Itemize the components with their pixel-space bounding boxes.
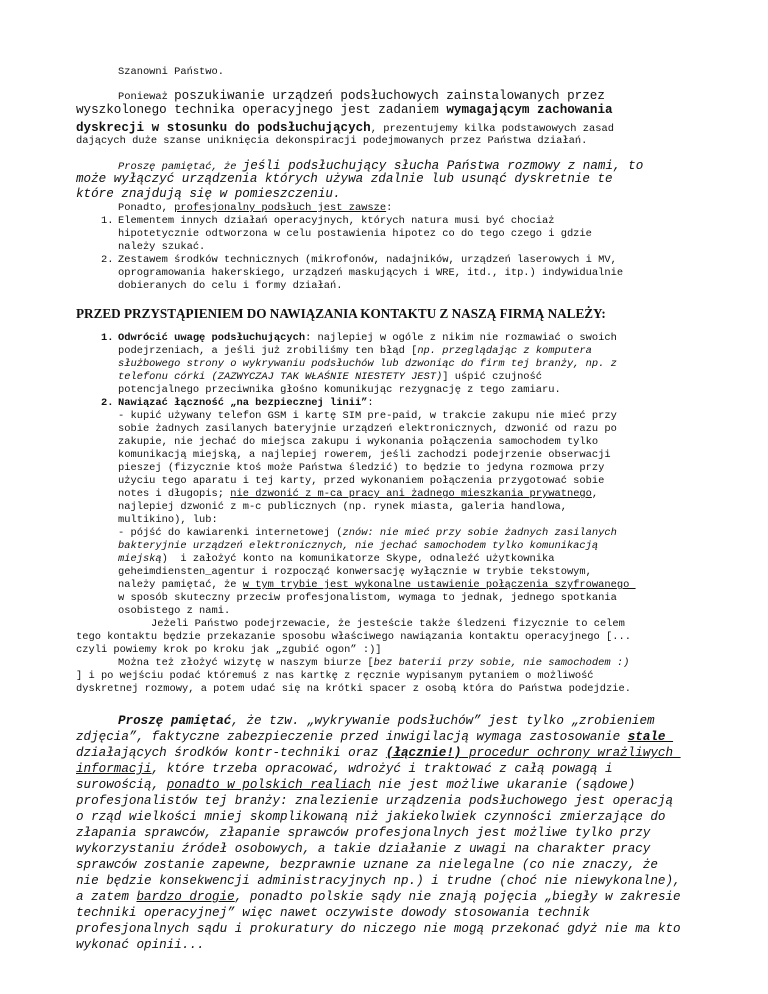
step-1-line-3: służbowego strony o wykrywaniu podsłuchów lub dzwoniąc do firm tej branży, np. z xyxy=(118,358,617,370)
step-1-line-2: podejrzeniach, a jeśli już zrobiliśmy ten błąd [np. przeglądając z komputera xyxy=(118,345,592,357)
step-2-line: notes i długopis; nie dzwonić z m-ca pracy ani żadnego mieszkania prywatnego, xyxy=(118,488,599,500)
closing-line: wykonać opinii... xyxy=(76,938,205,952)
list-item-line: hipotetycznie odtworzona w celu postawienia hipotez co do tego czego i gdzie xyxy=(118,228,592,240)
closing-line: sprawców zostanie zapewne, bezprawnie uznane za nielegalne (co nie znaczy, że xyxy=(76,858,658,872)
remember-line-2: może wyłączyć urządzenia których używa zdalnie lub usunąć dyskretnie te xyxy=(76,172,613,186)
closing-line: profesjonalistów tej branży: znalezienie urządzenia podsłuchowego jest operacją xyxy=(76,794,674,808)
closing-line: działających środków kontr-techniki oraz (łącznie!) procedur ochrony wrażliwych xyxy=(76,746,681,760)
closing-line: informacji, które trzeba opracować, wdrożyć i traktować z całą powagą i xyxy=(76,762,613,776)
list-number: 2. xyxy=(101,254,114,266)
intro-line-4: dających duże szanse uniknięcia dekonspiracji podejmowanych przez Państwa działań. xyxy=(76,135,588,147)
step-number: 2. xyxy=(101,397,114,409)
step-2-line: - pójść do kawiarenki internetowej (znów: nie mieć przy sobie żadnych zasilanych xyxy=(118,527,617,539)
paragraph-line: Jeżeli Państwo podejrzewacie, że jesteście także śledzeni fizycznie to celem xyxy=(151,618,625,630)
step-2-line: - kupić używany telefon GSM i kartę SIM pre-paid, w trakcie zakupu nie mieć przy xyxy=(118,410,617,422)
closing-line: o rząd wielkości mniej skomplikowaną niż jakiekolwiek czynności zmierzające do xyxy=(76,810,666,824)
paragraph-line: czyli powiemy krok po kroku jak „zgubić ogon” :)] xyxy=(76,644,382,656)
list-item-line: oprogramowania hakerskiego, urządzeń maskujących i WRE, itd., itp.) indywidualnie xyxy=(118,267,624,279)
closing-line: Proszę pamiętać, że tzw. „wykrywanie podsłuchów” jest tylko „zrobieniem xyxy=(118,714,655,728)
step-2-line: zakupie, nie jechać do miejsca zakupu i wykonania połączenia samochodem tylko xyxy=(118,436,599,448)
remember-line-3: które znajdują się w pomieszczeniu. xyxy=(76,187,341,201)
closing-line: a zatem bardzo drogie, ponadto polskie sądy nie znają pojęcia „biegły w zakresie xyxy=(76,890,681,904)
closing-line: złapania sprawców, złapanie sprawców profesjonalnych jest możliwe tylko przy xyxy=(76,826,651,840)
closing-line: techniki operacyjnej” więc nawet oczywiste dowody stosowania technik xyxy=(76,906,590,920)
step-2-line: sobie żadnych zasilanych bateryjnie urządzeń elektronicznych, dzwonić od razu po xyxy=(118,423,617,435)
closing-line: profesjonalnych sądu i prokuratury do niczego nie mogą przekonać gdyż nie ma kto xyxy=(76,922,681,936)
list-item-line: należy szukać. xyxy=(118,241,206,253)
step-2-line: geheimdiensten_agentur i rozpocząć konwersację wyłącznie w trybie tekstowym, xyxy=(118,566,592,578)
step-number: 1. xyxy=(101,332,114,344)
step-1-line-5: potencjalnego przeciwnika głośno komunikując rezygnację z tego zamiaru. xyxy=(118,384,561,396)
intro-line-3: dyskrecji w stosunku do podsłuchujących, prezentujemy kilka podstawowych zasad xyxy=(76,121,614,135)
moreover-intro: Ponadto, profesjonalny podsłuch jest zawsze: xyxy=(118,202,393,214)
step-2-line: w sposób skuteczny przeciw profesjonalistom, wymaga to jednak, jednego spotkania xyxy=(118,592,617,604)
intro-line-2: wyszkolonego technika operacyjnego jest zadaniem wymagającym zachowania xyxy=(76,103,613,117)
step-2-line: miejską) i założyć konto na komunikatorze Skype, odnaleźć użytkownika xyxy=(118,553,555,565)
closing-line: nie będzie konsekwencji administracyjnych np.) i trudne (choć nie niewykonalne), xyxy=(76,874,681,888)
paragraph-line: ] i po wejściu podać któremuś z nas kartkę z ręcznie wypisanym pytaniem o możliwość xyxy=(76,670,594,682)
step-2-title: Nawiązać łączność „na bezpiecznej linii”: xyxy=(118,397,374,409)
list-number: 1. xyxy=(101,215,114,227)
step-2-line: najlepiej dzwonić z m-c publicznych (np. rynek miasta, galeria handlowa, xyxy=(118,501,567,513)
greeting: Szanowni Państwo. xyxy=(118,66,225,78)
closing-line: surowością, ponadto w polskich realiach nie jest możliwe ukaranie (sądowe) xyxy=(76,778,636,792)
section-heading: PRZED PRZYSTĄPIENIEM DO NAWIĄZANIA KONTAKTU Z NASZĄ FIRMĄ NALEŻY: xyxy=(76,306,606,321)
closing-line: zdjęcia”, faktyczne zabezpieczenie przed inwigilacją wymaga zastosowanie stale xyxy=(76,730,674,744)
step-2-line: komunikacją miejską, a najlepiej rowerem, jeśli zachodzi podejrzenie obserwacji xyxy=(118,449,611,461)
remember-line-1: Proszę pamiętać, że jeśli podsłuchujący słucha Państwa rozmowy z nami, to xyxy=(118,159,644,173)
step-2-line: należy pamiętać, że w tym trybie jest wykonalne ustawienie połączenia szyfrowanego xyxy=(118,579,636,591)
paragraph-line: tego kontaktu będzie przekazanie sposobu właściwego nawiązania kontaktu operacyjnego [... xyxy=(76,631,631,643)
closing-line: wykorzystaniu źródeł osobowych, a takie działanie z uwagi na charakter pracy xyxy=(76,842,651,856)
paragraph-line: dyskretnej rozmowy, a potem udać się na krótki spacer z osobą która do Państwa podejdzie. xyxy=(76,683,631,695)
step-2-line: osobistego z nami. xyxy=(118,605,231,617)
paragraph-line: Można też złożyć wizytę w naszym biurze [bez baterii przy sobie, nie samochodem :) xyxy=(118,657,630,669)
step-2-line: multikino), lub: xyxy=(118,514,218,526)
step-2-line: użyciu tego aparatu i tej karty, przed wykonaniem połączenia przygotować sobie xyxy=(118,475,605,487)
list-item-line: dobieranych do celu i formy działań. xyxy=(118,280,343,292)
step-2-line: bakteryjnie urządzeń elektronicznych, nie jechać samochodem tylko komunikacją xyxy=(118,540,599,552)
step-1-line-4: telefonu córki (ZAZWYCZAJ TAK WŁAŚNIE NIESTETY JEST)] uśpić czujność xyxy=(118,371,543,383)
list-item-line: Zestawem środków technicznych (mikrofonów, nadajników, urządzeń laserowych i MV, xyxy=(118,254,617,266)
intro-line-1: Ponieważ poszukiwanie urządzeń podsłuchowych zainstalowanych przez xyxy=(118,89,605,103)
list-item-line: Elementem innych działań operacyjnych, których natura musi być chociaż xyxy=(118,215,555,227)
step-1-line-1: Odwrócić uwagę podsłuchujących: najlepiej w ogóle z nikim nie rozmawiać o swoich xyxy=(118,332,617,344)
step-2-line: pieszej (fizycznie ktoś może Państwa śledzić) to będzie to jedyna rozmowa przy xyxy=(118,462,605,474)
